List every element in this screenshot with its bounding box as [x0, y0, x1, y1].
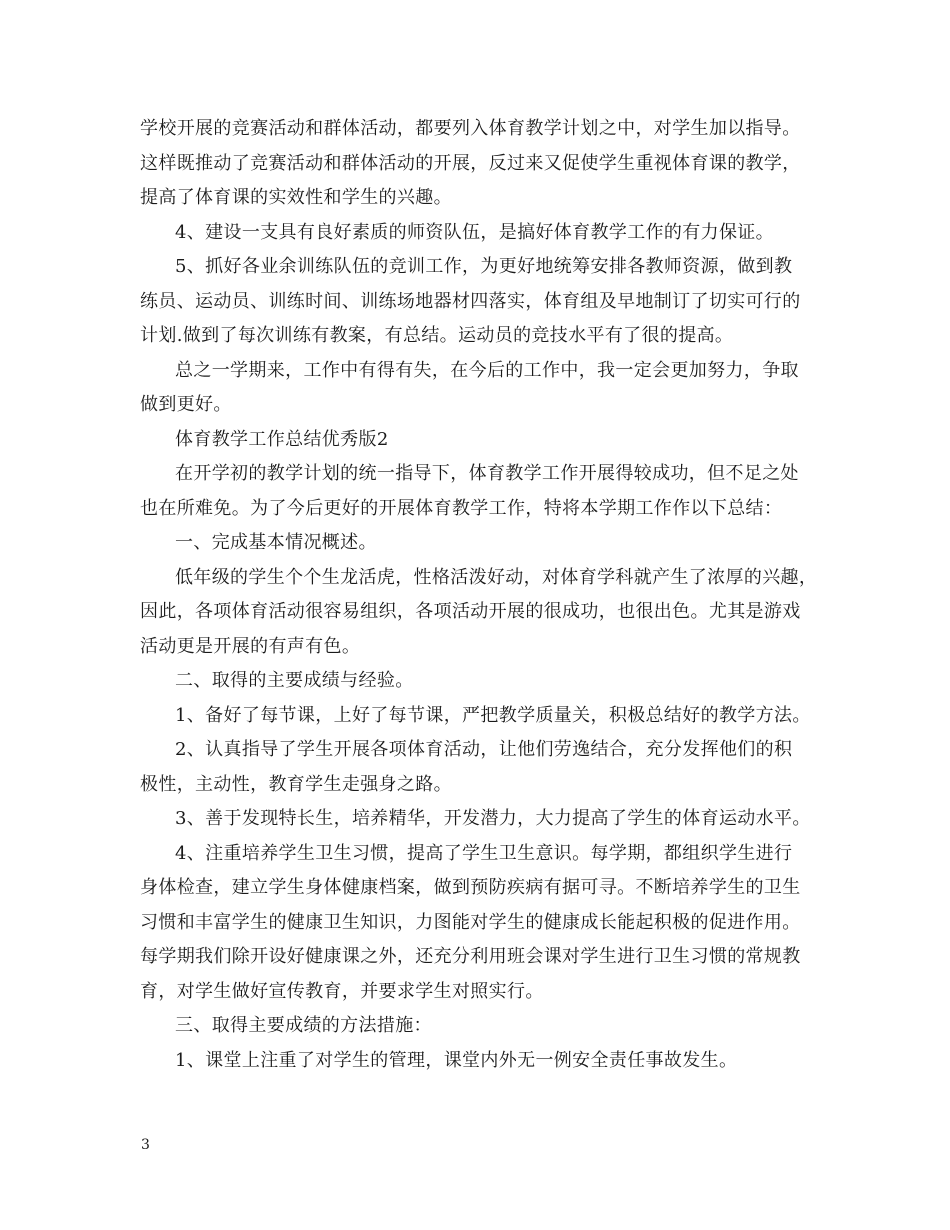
text-line: 练员、运动员、训练时间、训练场地器材四落实，体育组及早地制订了切实可行的 — [140, 290, 801, 312]
text-line: 在开学初的教学计划的统一指导下，体育教学工作开展得较成功，但不足之处 — [175, 463, 799, 484]
text-line: 也在所难免。为了今后更好的开展体育教学工作，特将本学期工作作以下总结： — [140, 497, 783, 519]
text-line: 体育教学工作总结优秀版2 — [175, 428, 389, 450]
text-line: 二、取得的主要成绩与经验。 — [175, 670, 414, 691]
page-number: 3 — [141, 1137, 150, 1153]
text-line: 习惯和丰富学生的健康卫生知识，力图能对学生的健康成长能起积极的促进作用。 — [140, 911, 801, 933]
text-line: 1、课堂上注重了对学生的管理，课堂内外无一例安全责任事故发生。 — [175, 1049, 738, 1071]
text-line: 这样既推动了竞赛活动和群体活动的开展，反过来又促使学生重视体育课的教学， — [140, 152, 801, 174]
text-line: 总之一学期来，工作中有得有失，在今后的工作中，我一定会更加努力，争取 — [175, 359, 799, 381]
text-line: 4、注重培养学生卫生习惯，提高了学生卫生意识。每学期，都组织学生进行 — [175, 842, 793, 864]
text-line: 极性，主动性，教育学生走强身之路。 — [140, 773, 452, 795]
text-line: 3、善于发现特长生，培养精华，开发潜力，大力提高了学生的体育运动水平。 — [175, 808, 811, 829]
text-line: 每学期我们除开设好健康课之外，还充分利用班会课对学生进行卫生习惯的常规教 — [140, 946, 801, 967]
text-line: 提高了体育课的实效性和学生的兴趣。 — [140, 187, 452, 208]
text-line: 低年级的学生个个生龙活虎，性格活泼好动，对体育学科就产生了浓厚的兴趣， — [175, 566, 818, 588]
text-line: 学校开展的竞赛活动和群体活动，都要列入体育教学计划之中，对学生加以指导。 — [140, 118, 801, 139]
text-line: 计划.做到了每次训练有教案，有总结。运动员的竞技水平有了很的提高。 — [140, 325, 734, 346]
text-line: 4、建设一支具有良好素质的师资队伍，是搞好体育教学工作的有力保证。 — [175, 221, 774, 243]
text-line: 一、完成基本情况概述。 — [175, 532, 377, 553]
text-line: 育，对学生做好宣传教育，并要求学生对照实行。 — [140, 980, 544, 1002]
text-line: 1、备好了每节课，上好了每节课，严把教学质量关，积极总结好的教学方法。 — [175, 704, 811, 726]
text-line: 因此，各项体育活动很容易组织，各项活动开展的很成功，也很出色。尤其是游戏 — [140, 601, 801, 622]
document-body — [140, 112, 840, 1078]
text-line: 5、抓好各业余训练队伍的竞训工作，为更好地统筹安排各教师资源，做到教 — [175, 256, 793, 277]
text-line: 三、取得主要成绩的方法措施： — [175, 1015, 432, 1036]
text-line: 身体检查，建立学生身体健康档案，做到预防疾病有据可寻。不断培养学生的卫生 — [140, 877, 801, 898]
text-line: 2、认真指导了学生开展各项体育活动，让他们劳逸结合，充分发挥他们的积 — [175, 739, 793, 760]
text-line: 做到更好。 — [140, 394, 232, 415]
text-line: 活动更是开展的有声有色。 — [140, 635, 361, 657]
